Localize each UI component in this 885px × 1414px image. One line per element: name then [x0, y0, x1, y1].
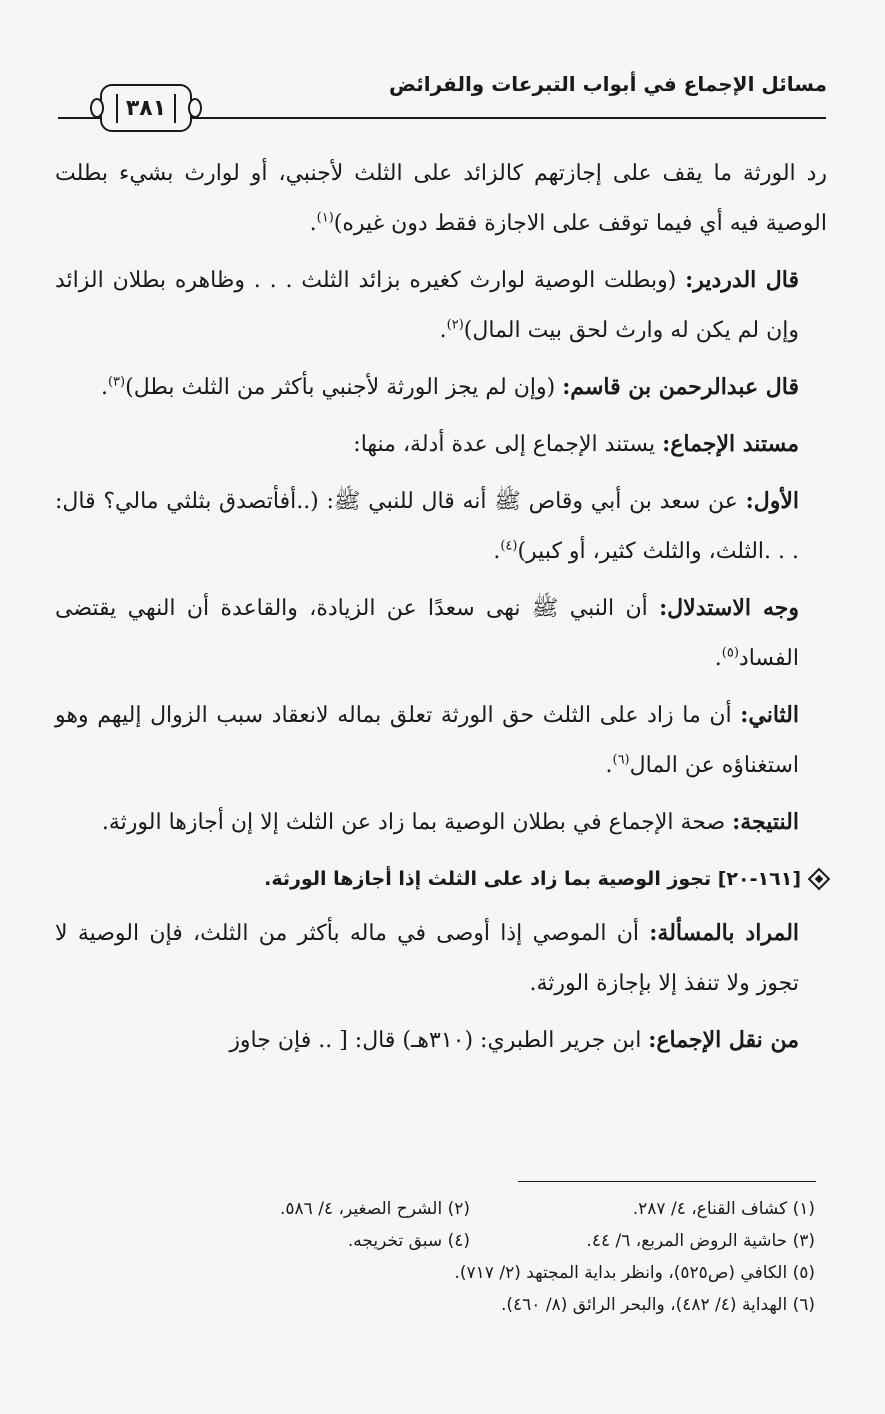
paragraph-issue-meaning: المراد بالمسألة: أن الموصي إذا أوصى في ماله بأكثر من الثلث، فإن الوصية لا تجوز ولا تنفذ إلا بإجازة الورثة. [55, 920, 800, 996]
paragraph-lead: المراد بالمسألة: [649, 920, 800, 946]
paragraph-ibn-qasim: قال عبدالرحمن بن قاسم: (وإن لم يجز الورثة لأجنبي بأكثر من الثلث بطل)$^{(٣)}$. [100, 374, 799, 400]
footnote-rule [518, 1181, 816, 1182]
footnote-ref[interactable]: (٢) [446, 317, 464, 333]
footnote-row [115, 1225, 815, 1257]
paragraph-lead: الأول: [745, 488, 799, 514]
paragraph-evidence-basis: مستند الإجماع: يستند الإجماع إلى عدة أدلة، منها: [353, 431, 799, 457]
section-heading [55, 854, 827, 904]
paragraph-lead: مستند الإجماع: [662, 431, 799, 457]
footnote-2: (٢) الشرح الصغير، ٤/ ٥٨٦. [280, 1199, 470, 1219]
footnote-ref[interactable]: (٣) [107, 374, 126, 390]
paragraph-dardir: قال الدردير: (وبطلت الوصية لوارث كغيره بزائد الثلث . . . وظاهره بطلان الزائد وإن لم يكن له وارث لحق بيت المال)$^{(٢)}$. [55, 267, 799, 343]
paragraph-result: النتيجة: صحة الإجماع في بطلان الوصية بما زاد عن الثلث إلا إن أجازها الورثة. [101, 809, 799, 835]
page-number: ٣٨١ [116, 94, 176, 123]
footnote-ref[interactable]: (١) [316, 210, 334, 226]
diamond-bullet-icon [808, 868, 831, 891]
running-title: مسائل الإجماع في أبواب التبرعات والفرائض [388, 72, 827, 96]
paragraph-second-evidence: الثاني: أن ما زاد على الثلث حق الورثة تعلق بماله لانعقاد سبب الزوال إليهم وهو استغناؤه عن المال$^{(٦)}$. [55, 702, 799, 778]
footnote-ref[interactable]: (٦) [612, 752, 630, 768]
paragraph-lead: وجه الاستدلال: [659, 595, 799, 621]
footnote-ref[interactable]: (٤) [500, 538, 518, 554]
footnote-3: (٣) حاشية الروض المربع، ٦/ ٤٤. [586, 1231, 815, 1251]
footnote-ref[interactable]: (٥) [721, 645, 739, 661]
footnote-1: (١) كشاف القناع، ٤/ ٢٨٧. [632, 1199, 815, 1219]
footnote-row [115, 1193, 815, 1225]
paragraph-lead: النتيجة: [732, 809, 799, 835]
paragraph-intro: رد الورثة ما يقف على إجازتهم كالزائد على الثلث لأجنبي، أو لوارث بشيء بطلت الوصية فيه أي فيما توقف على الاجازة فقط دون غيره)$^{(١)}$. [55, 161, 827, 236]
paragraph-lead: قال الدردير: [685, 267, 799, 293]
paragraph-lead: قال عبدالرحمن بن قاسم: [562, 374, 799, 400]
footnote-5: (٥) الكافي (ص٥٢٥)، وانظر بداية المجتهد (٢/ ٧١٧). [454, 1263, 815, 1283]
section-heading-text: [١٦١-٢٠] تجوز الوصية بما زاد على الثلث إذا أجازها الورثة. [264, 868, 801, 890]
paragraph-consensus-source: من نقل الإجماع: ابن جرير الطبري: (٣١٠هـ) قال: [ .. فإن جاوز [229, 1027, 799, 1053]
paragraph-first-evidence: الأول: عن سعد بن أبي وقاص ﷺ أنه قال للنبي ﷺ: (..أفأتصدق بثلثي مالي؟ قال: . . .الثلث، والثلث كثير، أو كبير)$^{(٤)}$. [55, 488, 799, 564]
paragraph-inference: وجه الاستدلال: أن النبي ﷺ نهى سعدًا عن الزيادة، والقاعدة أن النهي يقتضى الفساد$^{(٥)}$. [55, 595, 799, 671]
footnote-6: (٦) الهداية (٤/ ٤٨٢)، والبحر الرائق (٨/ ٤٦٠). [501, 1295, 815, 1315]
page-number-frame [100, 84, 192, 132]
body-text [55, 148, 827, 1072]
paragraph-lead: الثاني: [740, 702, 799, 728]
footnote-4: (٤) سبق تخريجه. [347, 1231, 470, 1251]
footnotes [115, 1193, 815, 1321]
paragraph-lead: من نقل الإجماع: [648, 1027, 799, 1053]
